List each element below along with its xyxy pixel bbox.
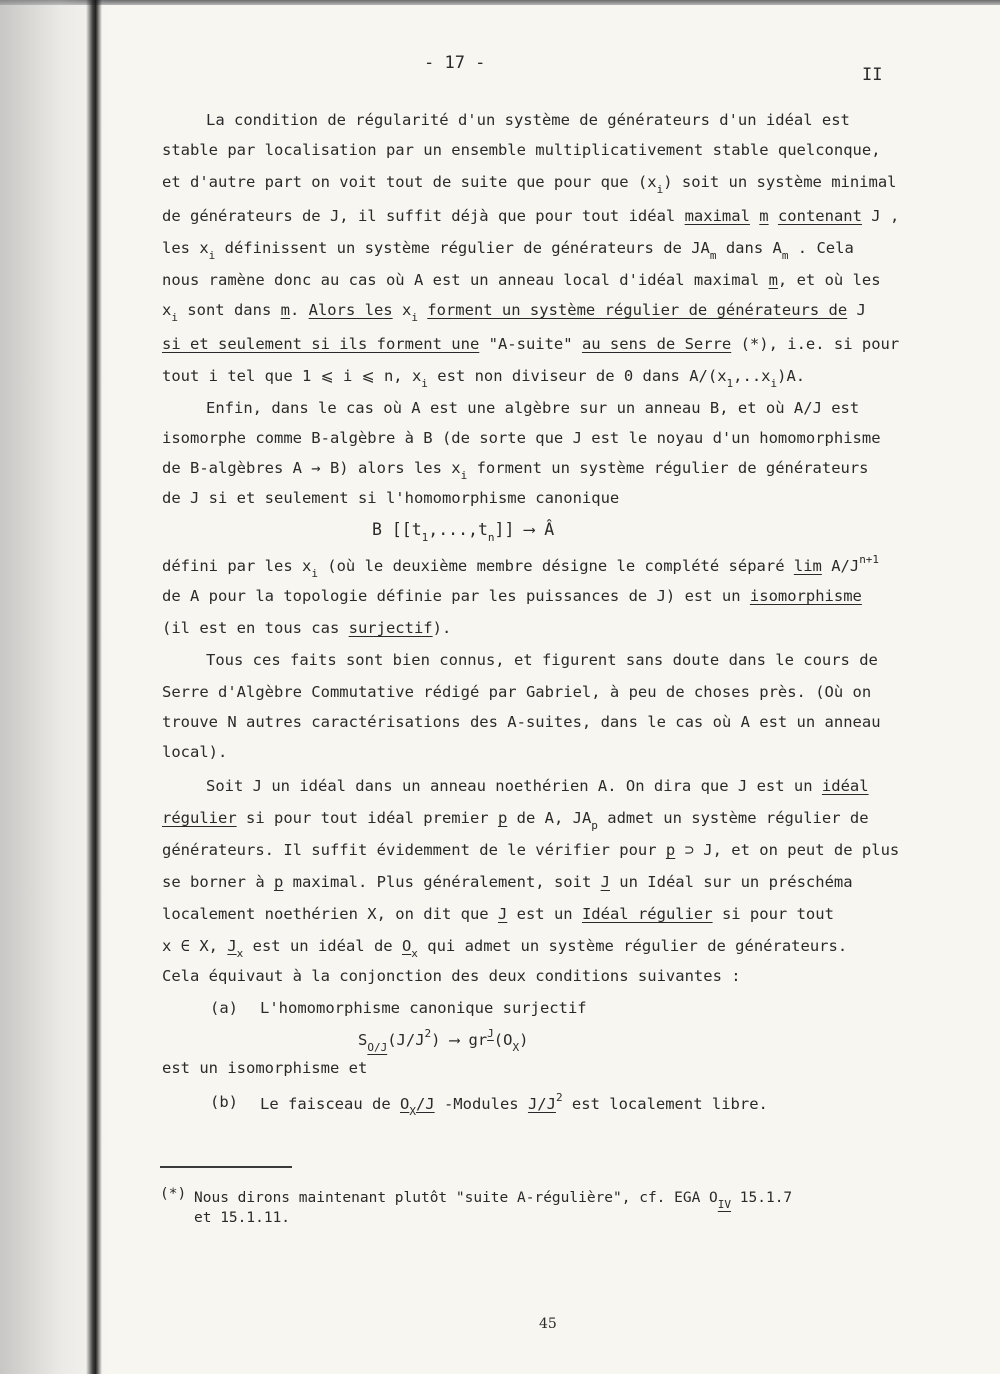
p2-line7: (il est en tous cas surjectif). — [162, 619, 452, 637]
p1-line6: nous ramène donc au cas où A est un anneau local d'idéal maximal m, et où les — [162, 271, 881, 289]
formula-symmetric-algebra: $S_{O/J}(J/J^2)$ ⟶ $gr^J(O_X)$ — [358, 1027, 529, 1054]
p2-line3: de B-algèbres A → B) alors les $x_i$ forment un système régulier de générateurs — [162, 459, 869, 482]
chapter-number: II — [862, 65, 883, 85]
p1-line7: $x_i$ sont dans m. Alors les $x_i$ forment un système régulier de générateurs de J — [162, 301, 866, 324]
p1-line3: et d'autre part on voit tout de suite que pour que $(x_i)$ soit un système minimal — [162, 173, 897, 196]
p1-line9: tout i tel que 1 ⩽ i ⩽ n, $x_i$ est non diviseur de 0 dans $A/(x_1,..x_i)A$. — [162, 367, 806, 390]
p4-line3: générateurs. Il suffit évidemment de le vérifier pour p ⊃ J, et on peut de plus — [162, 841, 900, 859]
footnote-line1: Nous dirons maintenant plutôt "suite A-régulière", cf. EGA $O_{IV}$ 15.1.7 — [194, 1190, 793, 1211]
p3-line3: trouve N autres caractérisations des A-suites, dans le cas où A est un anneau — [162, 713, 881, 731]
top-edge — [0, 0, 1000, 5]
p4-line4: se borner à p maximal. Plus généralement, soit J un Idéal sur un préschéma — [162, 873, 853, 891]
p4-line2: régulier si pour tout idéal premier p de A, $JA_p$ admet un système régulier de — [162, 809, 869, 832]
p4-line5: localement noethérien X, on dit que J est un Idéal régulier si pour tout — [162, 905, 834, 923]
p2-line4: de J si et seulement si l'homomorphisme canonique — [162, 489, 620, 507]
p2-line1: Enfin, dans le cas où A est une algèbre sur un anneau B, et où A/J est — [206, 399, 860, 417]
binding-edge — [86, 0, 102, 1374]
condition-a-text: L'homomorphisme canonique surjectif — [260, 999, 587, 1017]
p1-line4: de générateurs de J, il suffit déjà que pour tout idéal maximal m contenant J , — [162, 207, 900, 225]
p3-line1: Tous ces faits sont bien connus, et figurent sans doute dans le cours de — [206, 651, 878, 669]
p4-line7: Cela équivaut à la conjonction des deux conditions suivantes : — [162, 967, 741, 985]
p2-line2: isomorphe comme B-algèbre à B (de sorte que J est le noyau d'un homomorphisme — [162, 429, 881, 447]
p3-line2: Serre d'Algèbre Commutative rédigé par Gabriel, à peu de choses près. (Où on — [162, 683, 872, 701]
footnote-rule — [160, 1166, 292, 1168]
p2-line5: défini par les $x_i$ (où le deuxième membre désigne le complété séparé $\lim A/J^{n+1}$ — [162, 553, 880, 580]
condition-b-text: Le faisceau de $O_X/J$ -Modules $J/J^2$ est localement libre. — [260, 1091, 768, 1118]
footnote-line2: et 15.1.11. — [194, 1210, 291, 1226]
p1-line2: stable par localisation par un ensemble multiplicativement stable quelconque, — [162, 141, 881, 159]
after-condition-a: est un isomorphisme et — [162, 1059, 368, 1077]
condition-a-label: (a) — [210, 999, 238, 1017]
p1-line8: si et seulement si ils forment une "A-suite" au sens de Serre (*), i.e. si pour — [162, 335, 900, 353]
page-marker: - 17 - — [424, 53, 486, 73]
p1-line5: les $x_i$ définissent un système régulier de générateurs de $JA_m$ dans $A_m$ . Cela — [162, 239, 854, 262]
p4-line1: Soit J un idéal dans un anneau noethérien A. On dira que J est un idéal — [206, 777, 869, 795]
condition-b-label: (b) — [210, 1093, 238, 1111]
page-number: 45 — [539, 1316, 557, 1332]
footnote-mark: (*) — [160, 1186, 187, 1202]
p2-line6: de A pour la topologie définie par les puissances de J) est un isomorphisme — [162, 587, 862, 605]
formula-completion-map: B $[[t_1,...,t_n]]$ ⟶ Â — [372, 520, 555, 544]
p1-line1: La condition de régularité d'un système de générateurs d'un idéal est — [206, 111, 850, 129]
p4-line6: x ∈ X, $J_x$ est un idéal de $O_x$ qui admet un système régulier de générateurs. — [162, 937, 848, 960]
p3-line4: local). — [162, 743, 228, 761]
